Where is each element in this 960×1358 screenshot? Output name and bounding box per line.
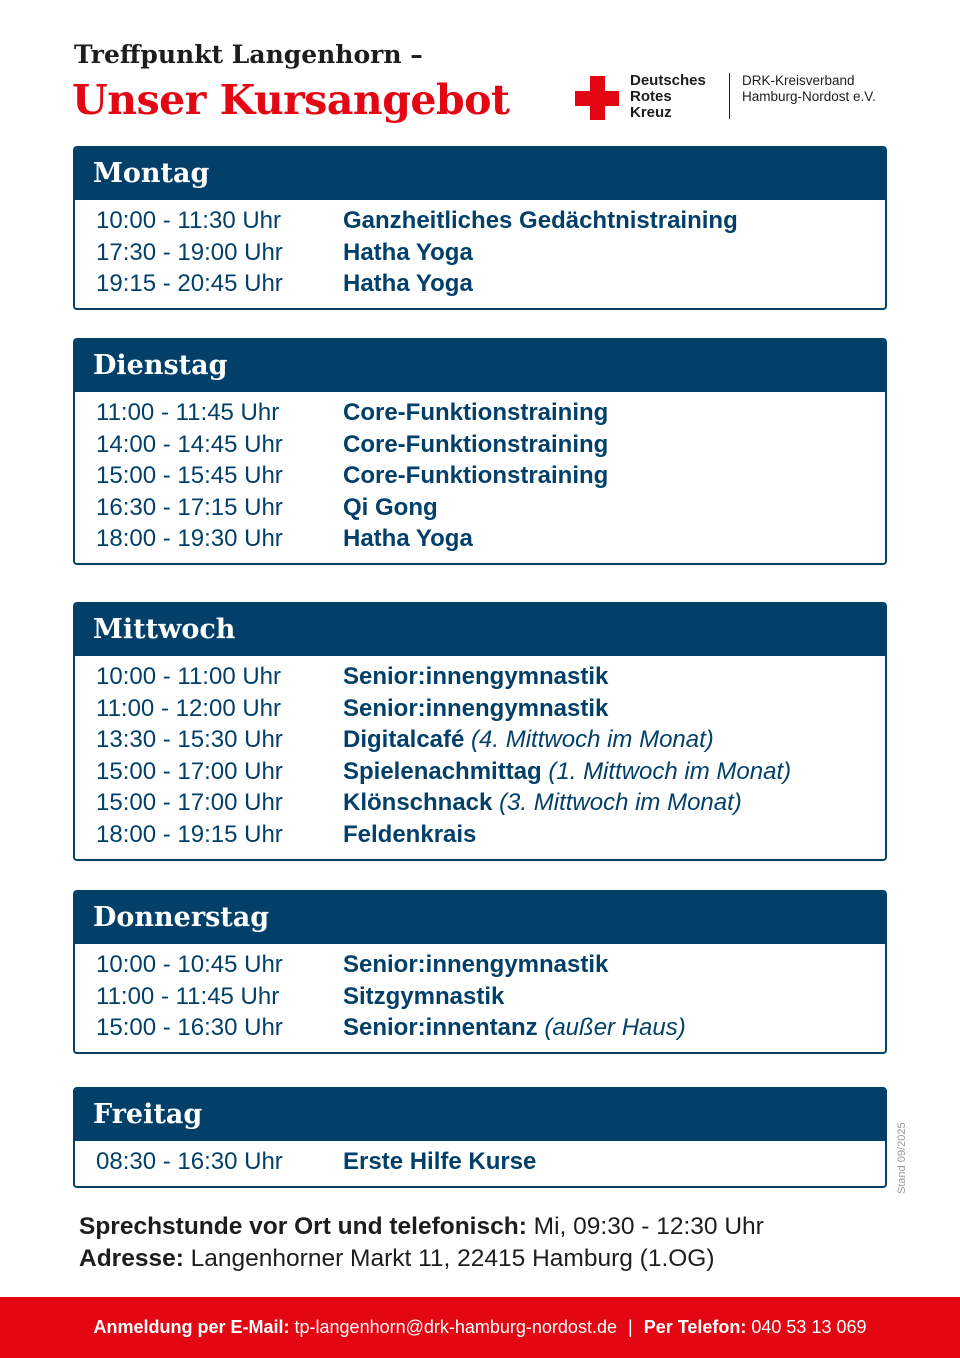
address-label: Adresse:: [79, 1245, 184, 1272]
course-time: 16:30 - 17:15 Uhr: [96, 493, 283, 521]
course-note: (1. Mittwoch im Monat): [548, 757, 792, 785]
course-time: 13:30 - 15:30 Uhr: [96, 726, 283, 754]
course-time: 10:00 - 10:45 Uhr: [96, 951, 283, 978]
course-list: [75, 1141, 885, 1186]
course-row: [75, 1146, 885, 1178]
course-name: Core-Funktionstraining: [343, 399, 609, 426]
course-row: [75, 523, 885, 555]
course-time: 10:00 - 11:30 Uhr: [96, 207, 282, 234]
course-row: [75, 819, 885, 851]
course-title: [343, 949, 608, 981]
course-time: 15:00 - 15:45 Uhr: [96, 462, 283, 490]
course-title: [343, 693, 608, 725]
course-row: [75, 1012, 885, 1044]
phone-label: Per Telefon:: [643, 1317, 747, 1337]
course-time: 10:00 - 11:00 Uhr: [96, 663, 282, 690]
course-time: 19:15 - 20:45 Uhr: [96, 270, 283, 298]
course-title: [343, 205, 738, 237]
course-name: Senior:innengymnastik: [343, 694, 609, 722]
day-header: Dienstag: [75, 340, 885, 392]
course-time: 11:00 - 11:45 Uhr: [96, 399, 280, 426]
course-row: [75, 949, 885, 981]
course-title: [343, 756, 791, 788]
course-title: [343, 397, 608, 429]
footer-bar: [0, 1297, 960, 1358]
course-row: [75, 787, 885, 819]
course-name: Digitalcafé: [343, 726, 465, 754]
course-time: 15:00 - 17:00 Uhr: [96, 789, 283, 817]
day-box-3: [73, 890, 887, 1054]
day-box-1: [73, 338, 887, 565]
logo-org: DRK-Kreisverband Hamburg-Nordost e.V.: [742, 73, 876, 104]
course-title: [343, 237, 473, 269]
course-title: [343, 1012, 686, 1044]
course-name: Senior:innengymnastik: [343, 663, 609, 690]
sprechstunde-label: Sprechstunde vor Ort und telefonisch:: [79, 1213, 527, 1240]
course-title: [343, 268, 473, 300]
course-title: [343, 429, 608, 461]
course-name: Klönschnack: [343, 789, 493, 817]
day-header: Freitag: [75, 1089, 885, 1141]
stand-date: Stand 09/2025: [896, 1122, 908, 1194]
course-row: [75, 724, 885, 756]
course-time: 15:00 - 16:30 Uhr: [96, 1014, 283, 1042]
course-name: Hatha Yoga: [343, 525, 473, 553]
course-time: 14:00 - 14:45 Uhr: [96, 430, 283, 458]
course-list: [75, 200, 885, 308]
course-row: [75, 661, 885, 693]
course-row: [75, 460, 885, 492]
course-title: [343, 787, 742, 819]
day-header: Donnerstag: [75, 892, 885, 944]
course-title: [343, 523, 473, 555]
course-row: [75, 693, 885, 725]
day-box-4: [73, 1087, 887, 1188]
day-header: Mittwoch: [75, 604, 885, 656]
course-name: Spielenachmittag: [343, 757, 542, 785]
logo-name: Deutsches Rotes Kreuz: [630, 72, 706, 121]
address-line: [79, 1245, 715, 1273]
course-row: [75, 981, 885, 1013]
logo-divider: [729, 73, 730, 119]
course-title: [343, 724, 714, 756]
course-list: [75, 392, 885, 563]
course-note: (4. Mittwoch im Monat): [471, 726, 714, 754]
course-name: Feldenkrais: [343, 820, 477, 848]
day-header: Montag: [75, 148, 885, 200]
course-name: Qi Gong: [343, 493, 438, 521]
course-time: 11:00 - 12:00 Uhr: [96, 694, 282, 722]
course-title: [343, 819, 476, 851]
course-row: [75, 268, 885, 300]
email-link[interactable]: tp-langenhorn@drk-hamburg-nordost.de: [294, 1317, 617, 1337]
red-cross-icon: [575, 76, 619, 120]
course-name: Core-Funktionstraining: [343, 462, 609, 490]
course-time: 18:00 - 19:30 Uhr: [96, 525, 283, 553]
course-name: Ganzheitliches Gedächtnistraining: [343, 207, 738, 234]
course-time: 08:30 - 16:30 Uhr: [96, 1148, 283, 1175]
course-list: [75, 944, 885, 1052]
course-name: Senior:innengymnastik: [343, 951, 609, 978]
day-box-2: [73, 602, 887, 861]
course-name: Hatha Yoga: [343, 270, 473, 298]
course-time: 17:30 - 19:00 Uhr: [96, 238, 283, 266]
course-name: Senior:innentanz: [343, 1014, 538, 1042]
course-name: Sitzgymnastik: [343, 982, 505, 1010]
course-title: [343, 981, 504, 1013]
course-row: [75, 205, 885, 237]
course-time: 18:00 - 19:15 Uhr: [96, 820, 283, 848]
address-value: Langenhorner Markt 11, 22415 Hamburg (1.OG): [190, 1245, 715, 1272]
course-title: [343, 492, 438, 524]
course-name: Hatha Yoga: [343, 238, 473, 266]
course-row: [75, 492, 885, 524]
course-title: [343, 460, 608, 492]
pre-title: Treffpunkt Langenhorn –: [74, 40, 423, 69]
email-label: Anmeldung per E-Mail:: [93, 1317, 290, 1337]
course-list: [75, 656, 885, 859]
sprechstunde-line: [79, 1213, 764, 1241]
course-row: [75, 429, 885, 461]
phone-number[interactable]: 040 53 13 069: [751, 1317, 867, 1337]
course-row: [75, 237, 885, 269]
course-title: [343, 661, 608, 693]
day-box-0: [73, 146, 887, 310]
course-note: (3. Mittwoch im Monat): [499, 789, 742, 817]
course-name: Core-Funktionstraining: [343, 430, 609, 458]
page-title: Unser Kursangebot: [72, 76, 510, 124]
course-row: [75, 397, 885, 429]
course-title: [343, 1146, 536, 1178]
sprechstunde-value: Mi, 09:30 - 12:30 Uhr: [533, 1213, 764, 1240]
course-time: 11:00 - 11:45 Uhr: [96, 982, 280, 1010]
course-row: [75, 756, 885, 788]
course-name: Erste Hilfe Kurse: [343, 1148, 537, 1175]
course-note: (außer Haus): [544, 1014, 686, 1042]
course-time: 15:00 - 17:00 Uhr: [96, 757, 283, 785]
footer-separator: |: [627, 1317, 633, 1337]
